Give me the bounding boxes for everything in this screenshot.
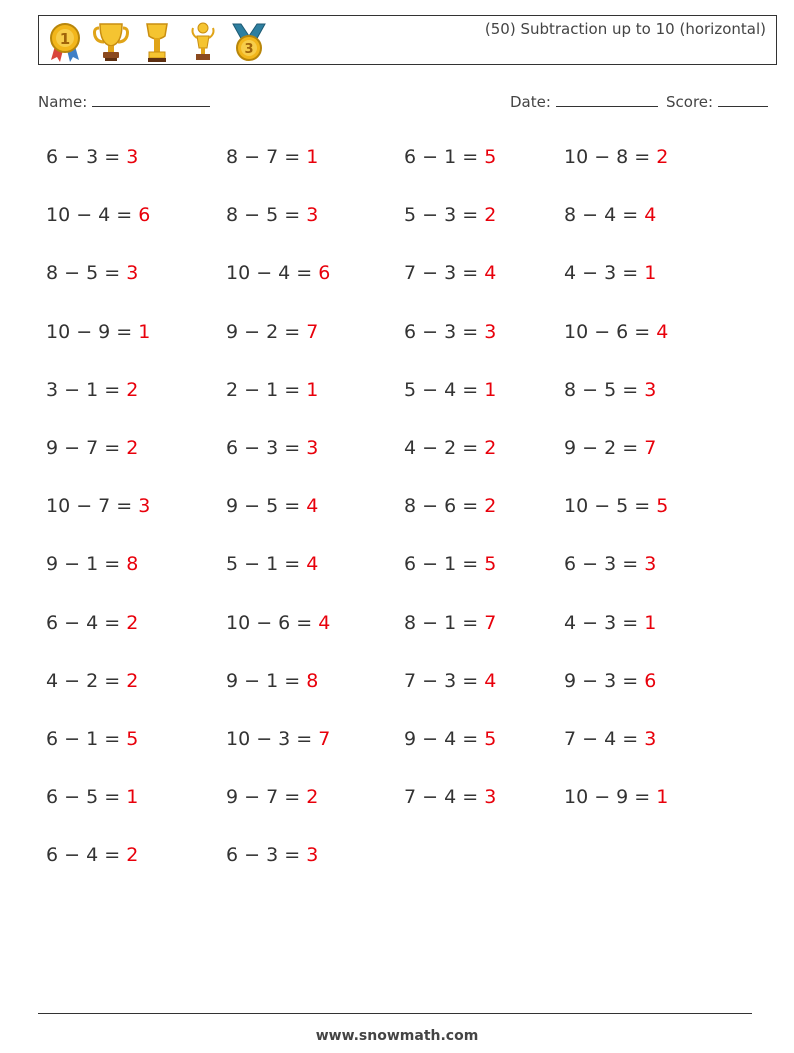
problem-question: 6 − 1 = [46,728,121,750]
problem-question: 8 − 5 = [226,204,301,227]
problem-question: 6 − 5 = [46,786,121,809]
problem-answer: 4 [306,553,319,576]
problem-answer: 3 [484,786,497,809]
problem-item [46,321,150,343]
problem-item [404,437,496,459]
problem-question: 2 − 1 = [226,378,301,401]
problem-question: 9 − 5 = [226,495,301,518]
problem-answer: 1 [644,611,657,634]
problem-item [226,495,318,517]
problem-item [564,786,668,808]
problem-answer: 2 [484,495,497,518]
problem-answer: 1 [644,262,657,285]
problem-question: 6 − 4 = [46,611,121,634]
problem-question: 4 − 2 = [404,437,479,459]
problem-item [404,670,496,692]
problem-answer: 3 [644,728,657,750]
problem-question: 10 − 6 = [226,611,313,634]
score-label: Score: [666,93,714,111]
problem-question: 9 − 3 = [564,669,639,692]
problem-item [564,146,668,168]
problem-question: 3 − 1 = [46,378,121,401]
problem-item [46,844,138,866]
problem-item [46,670,138,692]
problem-item [226,670,318,692]
problem-item [564,553,656,575]
problem-item [404,146,496,168]
problem-question: 5 − 4 = [404,378,479,401]
problem-item [564,728,656,750]
name-field [38,92,210,111]
problem-question: 8 − 5 = [564,378,639,401]
medal-1-icon [45,20,85,64]
problem-answer: 8 [126,553,139,576]
problem-item [46,146,138,168]
problem-answer: 2 [484,437,497,459]
problem-answer: 4 [306,495,319,518]
date-field [510,92,658,111]
problem-answer: 3 [138,495,151,518]
problem-item [226,204,318,226]
problem-question: 6 − 3 = [226,437,301,459]
problem-question: 9 − 7 = [46,437,121,459]
problem-item [564,262,656,284]
problem-answer: 5 [484,553,497,576]
problem-question: 9 − 2 = [564,437,639,459]
problem-answer: 3 [126,146,139,168]
problem-question: 6 − 1 = [404,146,479,168]
problem-answer: 2 [656,146,669,168]
problem-item [226,146,318,168]
problem-answer: 4 [656,320,669,343]
score-field [666,92,768,111]
problem-answer: 3 [644,378,657,401]
problem-question: 9 − 2 = [226,320,301,343]
problem-answer: 3 [644,553,657,576]
worksheet-header [38,15,777,65]
problem-answer: 4 [318,611,331,634]
problem-item [404,728,496,750]
problem-question: 5 − 3 = [404,204,479,227]
problem-question: 9 − 1 = [46,553,121,576]
problem-question: 4 − 3 = [564,611,639,634]
problem-item [226,844,318,866]
problem-item [564,612,656,634]
problem-item [226,612,330,634]
problem-answer: 4 [644,204,657,227]
trophy-cup-icon [91,20,131,64]
problem-item [564,437,656,459]
medal-3-icon [229,20,269,64]
problem-item [404,321,496,343]
problem-item [564,495,668,517]
problem-answer: 7 [644,437,657,459]
problem-question: 6 − 3 = [404,320,479,343]
problem-item [46,262,138,284]
problem-answer: 2 [126,844,139,867]
problem-question: 10 − 4 = [226,262,313,285]
problem-question: 6 − 4 = [46,844,121,867]
problem-answer: 1 [306,146,319,168]
problem-answer: 3 [484,320,497,343]
worksheet-title: (50) Subtraction up to 10 (horizontal) [484,20,766,38]
problem-answer: 3 [126,262,139,285]
problem-answer: 1 [306,378,319,401]
problem-item [46,495,150,517]
problem-answer: 3 [306,844,319,867]
problem-item [404,495,496,517]
problem-answer: 1 [126,786,139,809]
problem-question: 7 − 3 = [404,669,479,692]
problem-item [46,204,150,226]
problem-item [564,321,668,343]
problem-question: 8 − 7 = [226,146,301,168]
problem-answer: 3 [306,437,319,459]
problem-question: 10 − 3 = [226,728,313,750]
problem-answer: 6 [644,669,657,692]
problem-item [46,379,138,401]
problem-question: 8 − 1 = [404,611,479,634]
problem-question: 8 − 4 = [564,204,639,227]
problem-item [46,437,138,459]
problem-item [226,321,318,343]
problem-item [404,786,496,808]
problem-answer: 2 [126,669,139,692]
problem-question: 9 − 1 = [226,669,301,692]
problem-item [226,786,318,808]
problem-answer: 7 [318,728,331,750]
svg-text:1: 1 [59,30,71,48]
problem-answer: 5 [484,728,497,750]
problem-answer: 2 [126,611,139,634]
problem-item [46,786,138,808]
problem-question: 10 − 7 = [46,495,133,518]
problem-item [226,437,318,459]
problem-question: 10 − 9 = [46,320,133,343]
problem-item [564,379,656,401]
problem-item [226,262,330,284]
problem-answer: 7 [484,611,497,634]
problem-item [404,553,496,575]
problem-item [404,262,496,284]
problem-question: 10 − 8 = [564,146,651,168]
problem-answer: 3 [306,204,319,227]
problem-question: 4 − 2 = [46,669,121,692]
problem-answer: 5 [656,495,669,518]
problem-item [226,553,318,575]
award-figure-icon [183,20,223,64]
svg-text:3: 3 [244,42,254,57]
name-blank[interactable] [92,92,210,107]
problem-question: 6 − 3 = [46,146,121,168]
problem-answer: 4 [484,262,497,285]
problem-question: 5 − 1 = [226,553,301,576]
footer-url: www.snowmath.com [315,1028,479,1044]
problem-question: 9 − 4 = [404,728,479,750]
problem-item [564,670,656,692]
problem-item [46,612,138,634]
score-blank[interactable] [718,92,768,107]
date-label: Date: [510,93,551,111]
problem-item [226,379,318,401]
problem-answer: 8 [306,669,319,692]
problem-question: 10 − 9 = [564,786,651,809]
problem-question: 8 − 5 = [46,262,121,285]
trophy-icon [137,20,177,64]
problem-question: 7 − 4 = [404,786,479,809]
problem-answer: 5 [126,728,139,750]
problem-answer: 6 [318,262,331,285]
problem-question: 8 − 6 = [404,495,479,518]
problem-answer: 1 [484,378,497,401]
problem-item [404,612,496,634]
problem-question: 9 − 7 = [226,786,301,809]
problem-answer: 5 [484,146,497,168]
problem-question: 10 − 4 = [46,204,133,227]
problem-answer: 2 [306,786,319,809]
problem-answer: 6 [138,204,151,227]
problem-question: 6 − 3 = [226,844,301,867]
problem-question: 4 − 3 = [564,262,639,285]
problem-question: 10 − 6 = [564,320,651,343]
problem-question: 10 − 5 = [564,495,651,518]
problem-answer: 1 [138,320,151,343]
problem-answer: 1 [656,786,669,809]
problem-item [404,204,496,226]
problem-question: 6 − 3 = [564,553,639,576]
problem-item [226,728,330,750]
problem-item [404,379,496,401]
footer-divider [38,1013,752,1014]
problem-answer: 4 [484,669,497,692]
problem-answer: 7 [306,320,319,343]
problem-item [46,553,138,575]
name-label: Name: [38,93,88,111]
problem-answer: 2 [126,378,139,401]
problem-answer: 2 [484,204,497,227]
problem-question: 6 − 1 = [404,553,479,576]
problem-question: 7 − 4 = [564,728,639,750]
problem-item [46,728,138,750]
problem-question: 7 − 3 = [404,262,479,285]
problem-answer: 2 [126,437,139,459]
problem-item [564,204,656,226]
date-blank[interactable] [556,92,658,107]
